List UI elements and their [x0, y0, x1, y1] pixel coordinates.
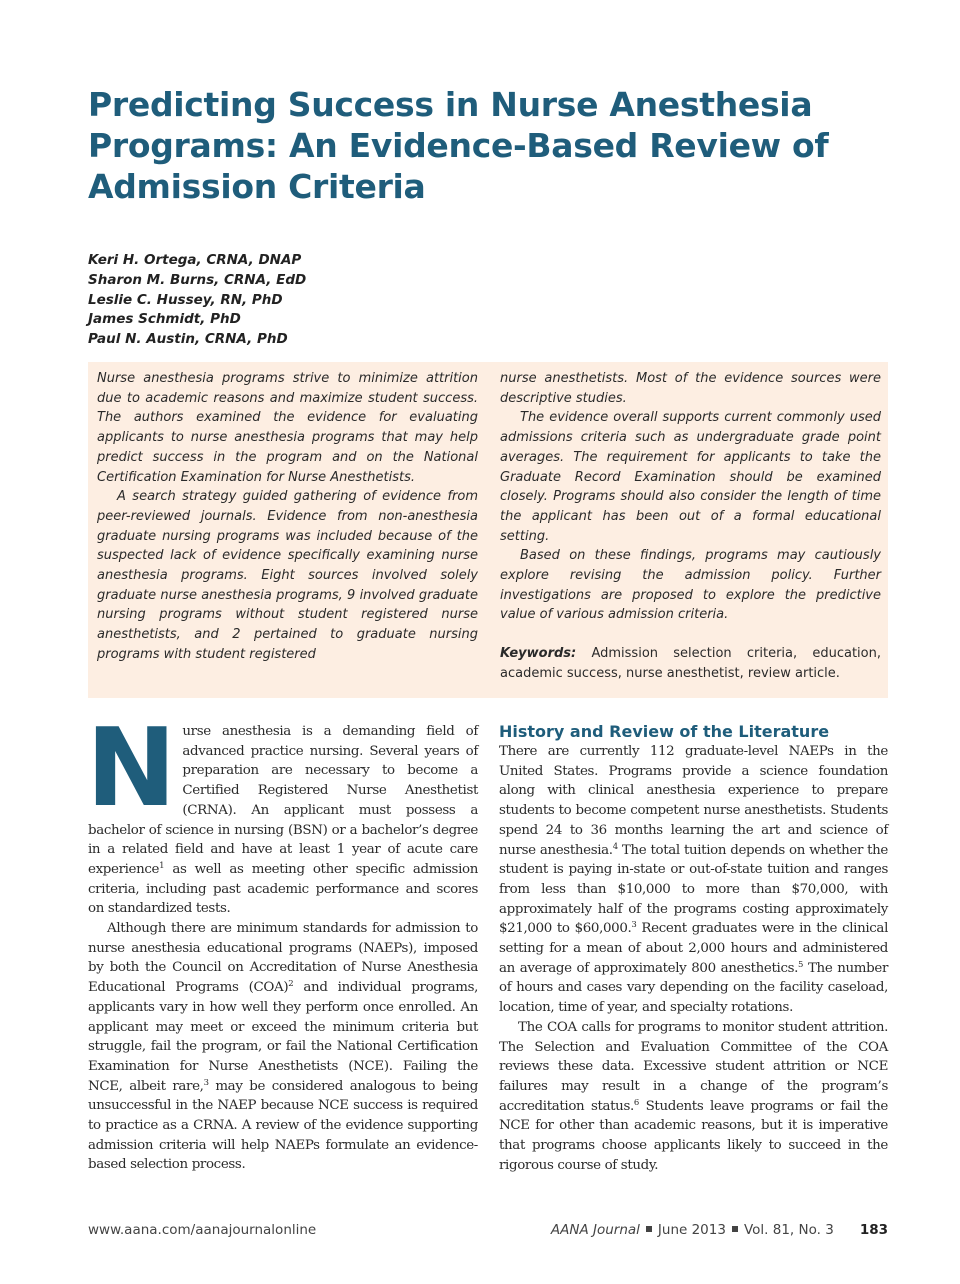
abstract-paragraph: The evidence overall supports current commonly used admissions criteria such as undergraduate grade point averages. The requirement for applicants to take the Graduate Record Examination should be examined closely. Programs should also consider the length of time the applicant has been out of a formal educational setting.	[500, 410, 881, 544]
issue-date: June 2013	[657, 1222, 726, 1238]
body-left-column	[86, 706, 478, 1175]
reference-marker: 3	[631, 920, 637, 931]
reference-marker: 1	[159, 860, 165, 871]
reference-marker: 2	[288, 979, 294, 990]
abstract-right-column	[500, 369, 881, 684]
author-list	[88, 251, 588, 350]
body-text: urse anesthesia is a demanding field of advanced practice nursing. Several years of preparation are necessary to become a Certified Registered Nurse Anesthetist (CRNA). An applicant must possess a bachelor of science in nursing (BSN) or a bachelor’s degree in a related field and have at least 1 year of acute care experience	[88, 724, 478, 877]
body-text: The COA calls for programs to monitor student attrition. The Selection and Evaluation Committee of the COA reviews these data. Excessive student attrition or NCE failures may result in a change of the program’s accreditation status.	[499, 1019, 888, 1114]
reference-marker: 4	[612, 841, 618, 852]
body-text: and individual programs, applicants vary in how well they perform once enrolled. An applicant may meet or exceed the minimum criteria but struggle, fail the program, or fail the National Certification Examination for Nurse Anesthetists (NCE). Failing the NCE, albeit rare,	[88, 980, 478, 1094]
abstract-paragraph: A search strategy guided gathering of evidence from peer-reviewed journals. Evidence from non-anesthesia graduate nursing programs was included because of the suspected lack of evidence specifically examining nurse anesthesia programs. Eight sources involved solely graduate nurse anesthesia programs, 9 involved graduate nursing programs without student registered nurse anesthetists, and 2 pertained to graduate nursing programs with student registered	[97, 489, 478, 662]
body-text: Recent graduates were in the clinical setting for a mean of about 2,000 hours and administered an average of approximately 800 anesthetics.	[499, 921, 889, 976]
square-bullet-icon	[732, 1226, 738, 1232]
body-text: may be considered analogous to being unsuccessful in the NAEP because NCE success is required to practice as a CRNA. A review of the evidence supporting admission criteria will help NAEPs formulate an evidence-based selection process.	[88, 1078, 478, 1173]
square-bullet-icon	[646, 1226, 652, 1232]
section-heading: History and Review of the Literature	[499, 722, 830, 741]
journal-name: AANA Journal	[550, 1222, 640, 1238]
body-paragraph	[86, 706, 478, 919]
abstract-paragraph: nurse anesthetists. Most of the evidence sources were descriptive studies.	[500, 371, 881, 406]
author: Leslie C. Hussey, RN, PhD	[88, 291, 283, 308]
journal-url-link[interactable]: www.aana.com/aanajournalonline	[88, 1222, 317, 1238]
author: Paul N. Austin, CRNA, PhD	[88, 331, 288, 347]
body-text: The total tuition depends on whether the student is paying in-state or out-of-state tuition and ranges from less than $10,000 to more than $70,000, with approximately half of the programs costing approximately $21,000 to $60,000.	[499, 842, 889, 937]
body-text: There are currently 112 graduate-level NAEPs in the United States. Programs provide a science foundation along with clinical anesthesia experience to prepare students to become competent nurse anesthetists. Students spend 24 to 36 months learning the art and science of nurse anesthesia.	[499, 744, 888, 858]
abstract-paragraph: Based on these findings, programs may cautiously explore revising the admission policy. Further investigations are proposed to explore the predictive value of various admission criteria.	[500, 548, 881, 623]
author: James Schmidt, PhD	[88, 311, 241, 328]
keywords-text: Admission selection criteria, education, academic success, nurse anesthetist, review article.	[500, 646, 881, 681]
body-text: Students leave programs or fail the NCE for other than academic reasons, but it is imperative that programs choose applicants likely to succeed in the rigorous course of study.	[499, 1098, 888, 1173]
footer-citation	[551, 1222, 888, 1238]
title-line-3: Admission Criteria	[88, 167, 426, 206]
abstract-paragraph: Nurse anesthesia programs strive to minimize attrition due to academic reasons and maximize student success. The authors examined the evidence for evaluating applicants to nurse anesthesia programs that may help predict success in the program and on the National Certification Examination for Nurse Anesthetists.	[97, 371, 478, 485]
body-paragraph	[499, 1018, 888, 1176]
title-line-1: Predicting Success in Nurse Anesthesia	[88, 85, 813, 124]
article-title	[88, 84, 848, 207]
author: Sharon M. Burns, CRNA, EdD	[88, 271, 307, 288]
reference-marker: 3	[203, 1077, 209, 1088]
abstract-left-column	[97, 369, 478, 665]
author: Keri H. Ortega, CRNA, DNAP	[88, 252, 302, 268]
page-footer	[88, 1222, 888, 1242]
body-paragraph	[88, 919, 478, 1175]
body-text: The number of hours and cases vary depending on the facility caseload, location, time of year, and specialty rotations.	[499, 960, 888, 1016]
body-text: as well as meeting other specific admission criteria, including past academic performance and scores on standardized tests.	[88, 861, 478, 917]
body-paragraph	[499, 742, 888, 1018]
keywords-label: Keywords:	[500, 646, 577, 662]
body-right-column	[499, 722, 888, 1175]
body-text: Although there are minimum standards for admission to nurse anesthesia educational programs (NAEPs), imposed by both the Council on Accreditation of Nurse Anesthesia Educational Programs (COA)	[88, 921, 478, 996]
drop-cap: N	[86, 706, 173, 831]
keywords	[500, 644, 881, 683]
title-line-2: Programs: An Evidence-Based Review of	[88, 126, 829, 165]
reference-marker: 6	[633, 1097, 639, 1108]
page-number: 183	[859, 1222, 888, 1238]
reference-marker: 5	[798, 959, 804, 970]
volume-number: Vol. 81, No. 3	[743, 1222, 834, 1238]
